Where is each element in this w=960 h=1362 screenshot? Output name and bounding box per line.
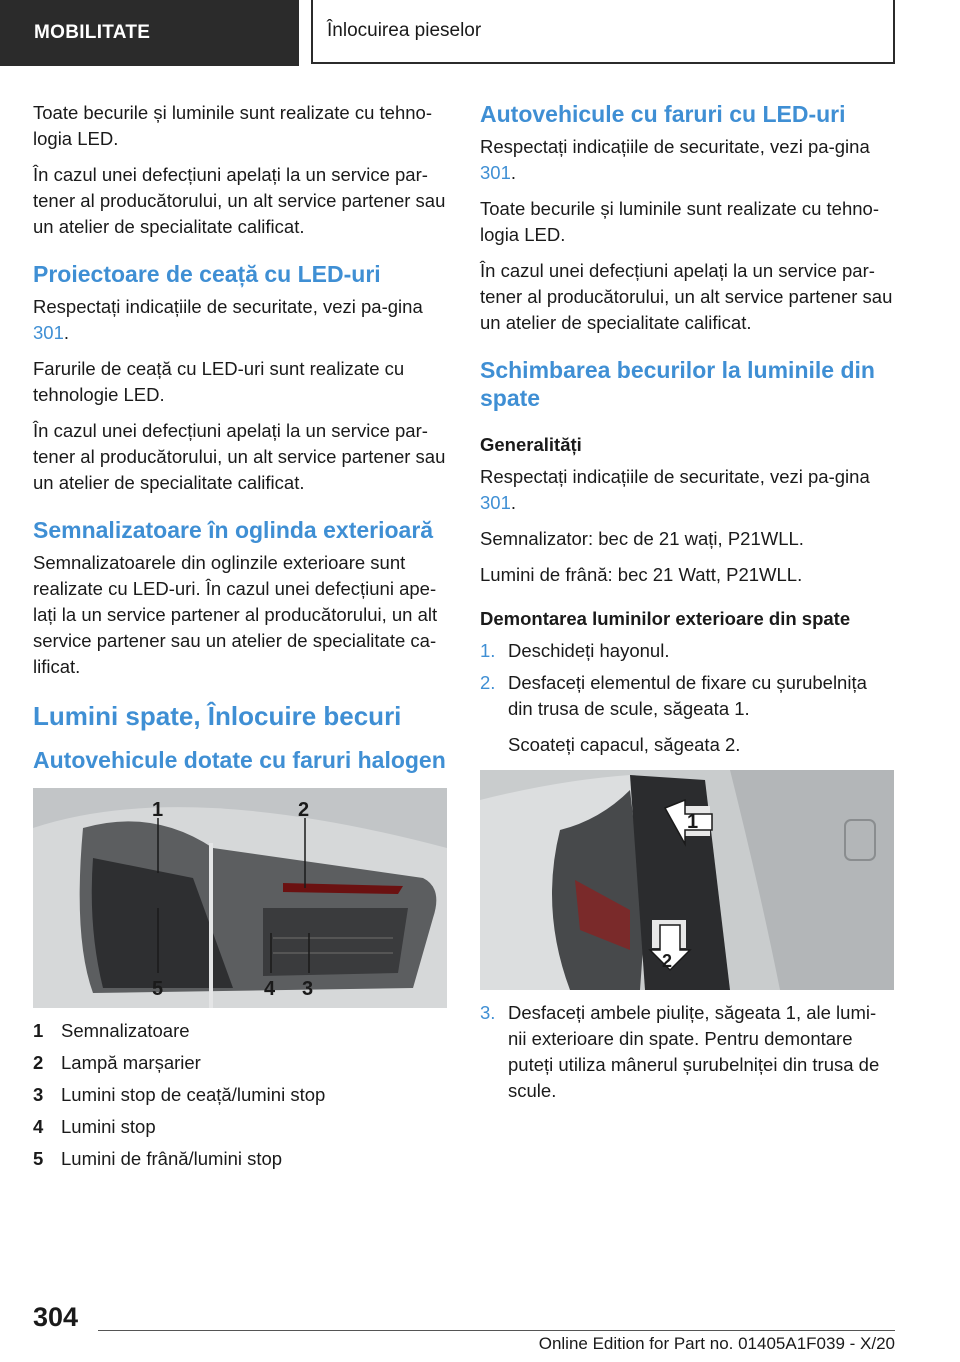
rear-light-removal-illustration [480, 770, 894, 990]
paragraph: În cazul unei defecțiuni apelați la un service par-tener al producătorului, un alt service partener sau un atelier de specialitate calificat. [33, 420, 446, 493]
left-column [33, 100, 447, 1182]
heading-general: Generalități [480, 434, 582, 455]
heading-led-headlights: Autovehicule cu faruri cu LED-uri [480, 101, 846, 127]
paragraph: În cazul unei defecțiuni apelați la un service par-tener al producătorului, un alt service partener sau un atelier de specialitate calificat. [33, 164, 446, 237]
paragraph: Semnalizator: bec de 21 wați, P21WLL. [480, 528, 804, 549]
paragraph: Semnalizatoarele din oglinzile exterioare sunt realizate cu LED-uri. În cazul unei defecțiuni ape-lați la un service partener al producătorului, un alt service partener sau un atelier de specialitate ca-lificat. [33, 552, 438, 677]
figure-callout: 2 [298, 799, 310, 821]
legend-text: Lampă marșarier [61, 1052, 201, 1073]
right-column [480, 100, 894, 1114]
heading-change-bulbs: Schimbarea becurilor la luminile din spate [480, 357, 875, 411]
paragraph: Toate becurile și luminile sunt realizate cu tehno-logia LED. [33, 102, 432, 149]
figure-callout: 3 [302, 978, 314, 1000]
legend-text: Semnalizatoare [61, 1020, 190, 1041]
page-number: 304 [33, 1302, 79, 1332]
legend-number: 3 [33, 1084, 44, 1105]
rear-light-removal-figure [480, 770, 894, 990]
figure-callout: 5 [152, 978, 164, 1000]
heading-halogen: Autovehicule dotate cu faruri halogen [33, 747, 446, 773]
heading-rear-lights: Lumini spate, Înlocuire becuri [33, 701, 402, 731]
legend-number: 4 [33, 1116, 44, 1137]
step-number: 3. [480, 1002, 496, 1023]
step-number: 1. [480, 640, 496, 661]
figure-callout: 4 [264, 978, 276, 1000]
text: . [63, 322, 70, 343]
step-text: Desfaceți elementul de fixare cu șurubelnița din trusa de scule, săgeata 1. [508, 672, 867, 719]
paragraph: În cazul unei defecțiuni apelați la un service par-tener al producătorului, un alt service partener sau un atelier de specialitate calificat. [480, 260, 893, 333]
paragraph: Farurile de ceață cu LED-uri sunt realizate cu tehnologie LED. [33, 358, 405, 405]
list-item [33, 1114, 447, 1140]
list-item [33, 1018, 447, 1044]
paragraph [480, 464, 894, 516]
list-item [480, 1000, 894, 1104]
section-tab [0, 0, 299, 66]
section-title: MOBILITATE [34, 22, 151, 43]
steps-list-continued [480, 1000, 894, 1104]
text: Respectați indicațiile de securitate, vezi pa-gina [33, 296, 423, 317]
text: . [510, 162, 517, 183]
heading-fog-lights: Proiectoare de ceață cu LED-uri [33, 261, 381, 287]
legend-list [33, 1018, 447, 1172]
heading-remove-rear-lights: Demontarea luminilor exterioare din spate [480, 608, 851, 629]
chapter-title: Înlocuirea pieselor [327, 20, 482, 41]
text: Respectați indicațiile de securitate, vezi pa-gina [480, 466, 870, 487]
step-text: Deschideți hayonul. [508, 640, 670, 661]
edition-info: Online Edition for Part no. 01405A1F039 - X/20 [538, 1334, 895, 1353]
tail-light-illustration [33, 788, 447, 1008]
step-text: Desfaceți ambele piulițe, săgeata 1, ale lumi-nii exterioare din spate. Pentru demontare puteți utiliza mânerul șurubelniței din trusa de scule. [508, 1002, 880, 1101]
legend-number: 2 [33, 1052, 44, 1073]
chapter-tab [311, 0, 895, 64]
page-link[interactable]: 301 [33, 322, 64, 343]
step-number: 2. [480, 672, 496, 693]
paragraph [480, 134, 894, 186]
paragraph [33, 294, 447, 346]
text: . [510, 492, 517, 513]
figure-callout: 1 [687, 811, 699, 833]
step-sub-text: Scoateți capacul, săgeata 2. [508, 734, 741, 755]
page-link[interactable]: 301 [480, 492, 511, 513]
legend-text: Lumini stop de ceață/lumini stop [61, 1084, 326, 1105]
legend-number: 5 [33, 1148, 44, 1169]
legend-number: 1 [33, 1020, 44, 1041]
text: Respectați indicațiile de securitate, vezi pa-gina [480, 136, 870, 157]
list-item [480, 670, 894, 722]
figure-callout: 1 [152, 799, 164, 821]
tail-light-figure [33, 788, 447, 1008]
page-link[interactable]: 301 [480, 162, 511, 183]
list-item [33, 1050, 447, 1076]
list-item [33, 1082, 447, 1108]
paragraph: Lumini de frână: bec 21 Watt, P21WLL. [480, 564, 803, 585]
heading-mirror-indicators: Semnalizatoare în oglinda exterioară [33, 517, 434, 543]
list-item [33, 1146, 447, 1172]
list-item [480, 638, 894, 664]
legend-text: Lumini stop [61, 1116, 156, 1137]
figure-callout: 2 [662, 951, 673, 971]
steps-list [480, 638, 894, 722]
footer-divider [98, 1330, 895, 1331]
legend-text: Lumini de frână/lumini stop [61, 1148, 283, 1169]
paragraph: Toate becurile și luminile sunt realizate cu tehno-logia LED. [480, 198, 879, 245]
